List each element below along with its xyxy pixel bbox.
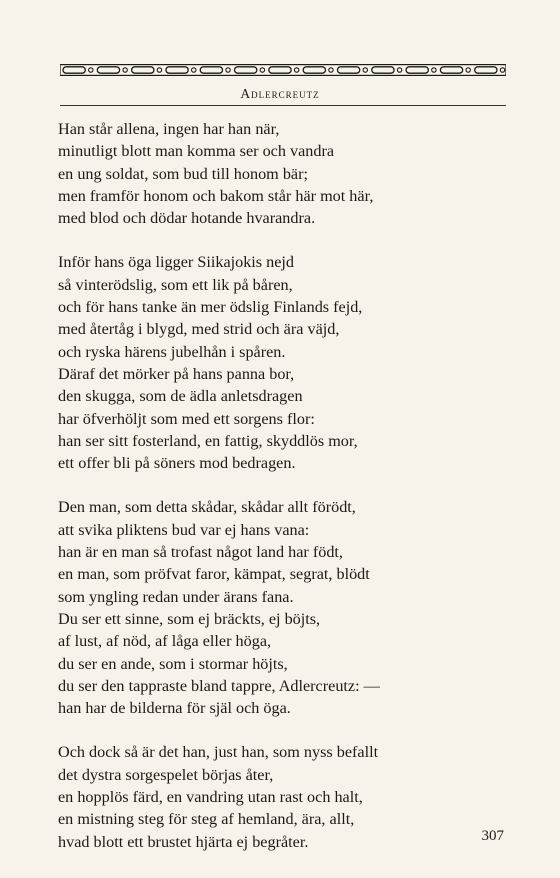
poem-line: minutligt blott man komma ser och vandra: [58, 142, 335, 161]
poem-line: och ryska härens jubelhån i spåren.: [58, 342, 286, 361]
ornament-ring: [157, 68, 161, 72]
ornament-ring: [89, 68, 93, 72]
poem-line: har öfverhöljt som med ett sorgens flor:: [58, 409, 315, 428]
stanza: [58, 251, 504, 474]
poem-line: han ser sitt fosterland, en fattig, skyddlös mor,: [58, 431, 358, 450]
stanza: [58, 741, 504, 852]
poem-line: med återtåg i blygd, med strid och ära väjd,: [58, 320, 340, 339]
ornament-ring: [260, 68, 264, 72]
poem-line: af lust, af nöd, af låga eller höga,: [58, 632, 272, 651]
ornament-ring: [123, 68, 127, 72]
ornament-ring: [466, 68, 470, 72]
poem-line: ett offer bli på söners mod bedragen.: [58, 454, 296, 473]
stanza: [58, 118, 504, 229]
ornament-link: [132, 67, 154, 73]
ornament-ring: [226, 68, 230, 72]
poem-line: Den man, som detta skådar, skådar allt förödt,: [58, 498, 356, 517]
poem-line: men framför honom och bakom står här mot här,: [58, 186, 374, 205]
running-head: Adlercreutz: [240, 86, 320, 101]
ornament-ring: [192, 68, 196, 72]
page-number: 307: [481, 828, 504, 844]
ornament-link: [475, 67, 497, 73]
ornamental-border: [60, 64, 506, 76]
poem-line: det dystra sorgespelet börjas åter,: [58, 765, 274, 784]
poem-line: med blod och dödar hotande hvarandra.: [58, 209, 316, 228]
poem-line: en ung soldat, som bud till honom bär;: [58, 164, 308, 183]
ornament-link: [440, 67, 462, 73]
ornament-link: [235, 67, 257, 73]
poem-line: och för hans tanke än mer ödslig Finlands fejd,: [58, 298, 363, 317]
poem-line: hvad blott ett brustet hjärta ej begråter.: [58, 832, 309, 851]
ornament-ring: [294, 68, 298, 72]
ornament-link: [63, 67, 85, 73]
ornament-link: [166, 67, 188, 73]
poem-line: den skugga, som de ädla anletsdragen: [58, 387, 303, 406]
poem-body: [58, 118, 504, 853]
poem-line: en mistning steg för steg af hemland, ära, allt,: [58, 810, 355, 829]
ornament-link: [269, 67, 291, 73]
poem-line: han är en man så trofast något land har födt,: [58, 543, 343, 562]
ornament-ring: [397, 68, 401, 72]
ornament-ring: [363, 68, 367, 72]
ornament-link: [97, 67, 119, 73]
ornament-ring: [432, 68, 436, 72]
ornament-ring: [329, 68, 333, 72]
ornament-link: [337, 67, 359, 73]
poem-line: Han står allena, ingen har han när,: [58, 120, 280, 138]
poem-line: så vinterödslig, som ett lik på båren,: [58, 275, 293, 294]
poem-line: Däraf det mörker på hans panna bor,: [58, 364, 295, 383]
ornament-link: [303, 67, 325, 73]
poem-line: Inför hans öga ligger Siikajokis nejd: [58, 253, 295, 272]
ornament-ring: [500, 68, 504, 72]
ornament-link: [372, 67, 394, 73]
ornament-link: [200, 67, 222, 73]
poem-line: en man, som pröfvat faror, kämpat, segrat, blödt: [58, 565, 370, 584]
ornament-link: [406, 67, 428, 73]
poem-line: han har de bilderna för själ och öga.: [58, 699, 291, 718]
poem-line: en hopplös färd, en vandring utan rast och halt,: [58, 788, 363, 807]
poem-line: som yngling redan under ärans fana.: [58, 587, 294, 606]
stanza: [58, 496, 504, 719]
poem-line: du ser den tappraste bland tappre, Adlercreutz: —: [58, 676, 380, 695]
poem-line: att svika pliktens bud var ej hans vana:: [58, 520, 310, 539]
poem-line: Och dock så är det han, just han, som nyss befallt: [58, 743, 379, 762]
header-rule: [60, 105, 506, 106]
poem-line: du ser en ande, som i stormar höjts,: [58, 654, 288, 673]
poem-line: Du ser ett sinne, som ej bräckts, ej böjts,: [58, 609, 321, 628]
